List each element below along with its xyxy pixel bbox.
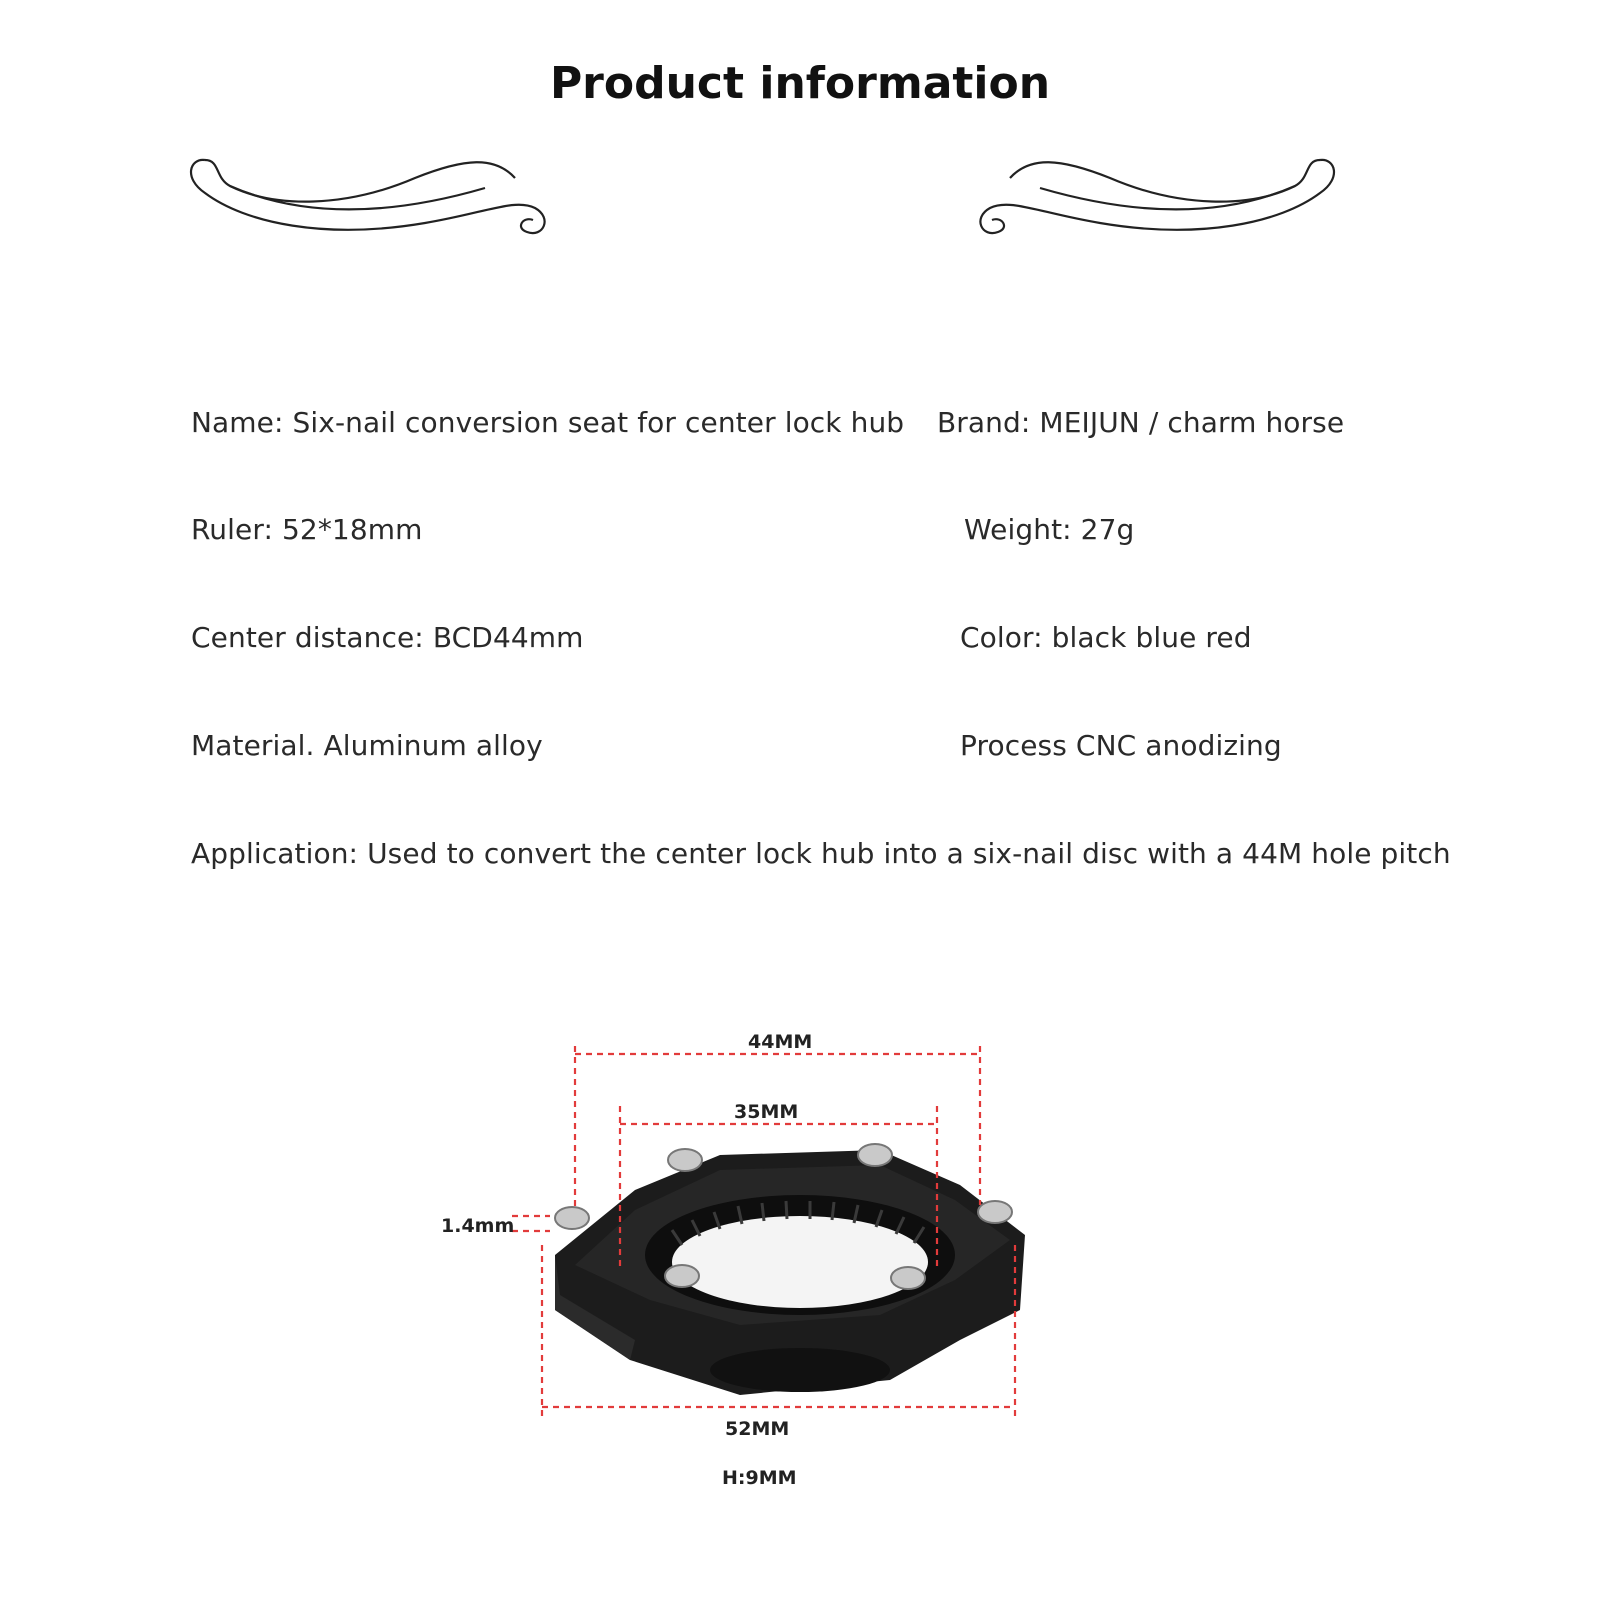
spec-weight: Weight: 27g — [964, 513, 1135, 546]
spec-center-distance: Center distance: BCD44mm — [191, 621, 584, 654]
spec-material: Material. Aluminum alloy — [191, 729, 543, 762]
left-flourish-ornament — [185, 138, 555, 248]
dimension-height: H:9MM — [722, 1467, 797, 1489]
page-title: Product information — [549, 58, 1051, 109]
spec-ruler: Ruler: 52*18mm — [191, 513, 423, 546]
spec-color: Color: black blue red — [960, 621, 1252, 654]
spec-process: Process CNC anodizing — [960, 729, 1282, 762]
spec-name: Name: Six-nail conversion seat for center lock hub — [191, 406, 905, 439]
right-flourish-ornament — [970, 138, 1340, 248]
rotor-adapter-part — [555, 1150, 1025, 1395]
spec-application: Application: Used to convert the center lock hub into a six-nail disc with a 44M hole pitch — [191, 837, 1451, 870]
dimension-44mm: 44MM — [748, 1031, 813, 1053]
product-dimension-diagram — [420, 1031, 1120, 1540]
dimension-52mm: 52MM — [725, 1418, 790, 1440]
spec-brand: Brand: MEIJUN / charm horse — [937, 406, 1345, 439]
dimension-thickness: 1.4mm — [441, 1215, 515, 1237]
dimension-35mm: 35MM — [734, 1101, 799, 1123]
